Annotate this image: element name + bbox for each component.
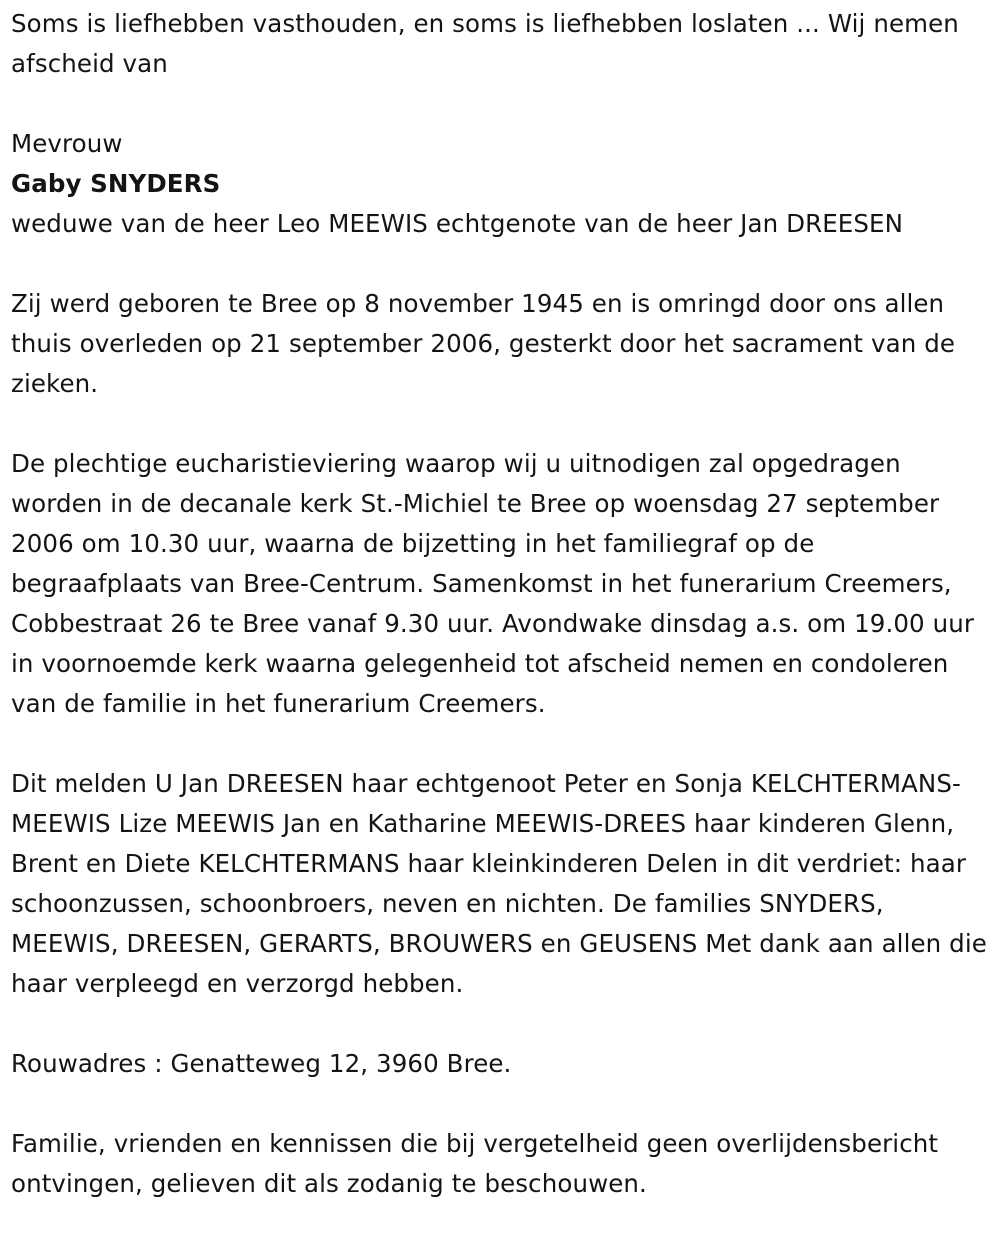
mourning-address: Rouwadres : Genatteweg 12, 3960 Bree. [11,1049,512,1078]
birth-death-paragraph: Zij werd geboren te Bree op 8 november 1945 en is omringd door ons allen thuis overleden op 21 september 2006, gesterkt door het sacrament van de zieken. [11,289,956,398]
ceremony-paragraph: De plechtige eucharistieviering waarop wij u uitnodigen zal opgedragen worden in de decanale kerk St.-Michiel te Bree op woensdag 27 september 2006 om 10.30 uur, waarna de bijzetting in het familiegraf op de begraafplaats van Bree-Centrum. Samenkomst in het funerarium Creemers, Cobbestraat 26 te Bree vanaf 9.30 uur. Avondwake dinsdag a.s. om 19.00 uur in voornoemde kerk waarna gelegenheid tot afscheid nemen en condoleren van de familie in het funerarium Creemers. [11,449,975,718]
spacer [11,1004,993,1044]
spacer [11,724,993,764]
obituary-notice [11,4,993,1204]
spacer [11,84,993,124]
relation-line: weduwe van de heer Leo MEEWIS echtgenote van de heer Jan DREESEN [11,209,904,238]
family-paragraph: Dit melden U Jan DREESEN haar echtgenoot Peter en Sonja KELCHTERMANS-MEEWIS Lize MEEWIS Jan en Katharine MEEWIS-DREES haar kinderen Glenn, Brent en Diete KELCHTERMANS haar kleinkinderen Delen in dit verdriet: haar schoonzussen, schoonbroers, neven en nichten. De families SNYDERS, MEEWIS, DREESEN, GERARTS, BROUWERS en GEUSENS Met dank aan allen die haar verpleegd en verzorgd hebben. [11,769,987,998]
intro-paragraph: Soms is liefhebben vasthouden, en soms is liefhebben loslaten ... Wij nemen afscheid van [11,9,959,78]
spacer [11,1084,993,1124]
spacer [11,244,993,284]
closing-paragraph: Familie, vrienden en kennissen die bij vergetelheid geen overlijdensbericht ontvingen, gelieven dit als zodanig te beschouwen. [11,1129,939,1198]
spacer [11,404,993,444]
deceased-name: Gaby SNYDERS [11,169,221,198]
salutation: Mevrouw [11,129,123,158]
